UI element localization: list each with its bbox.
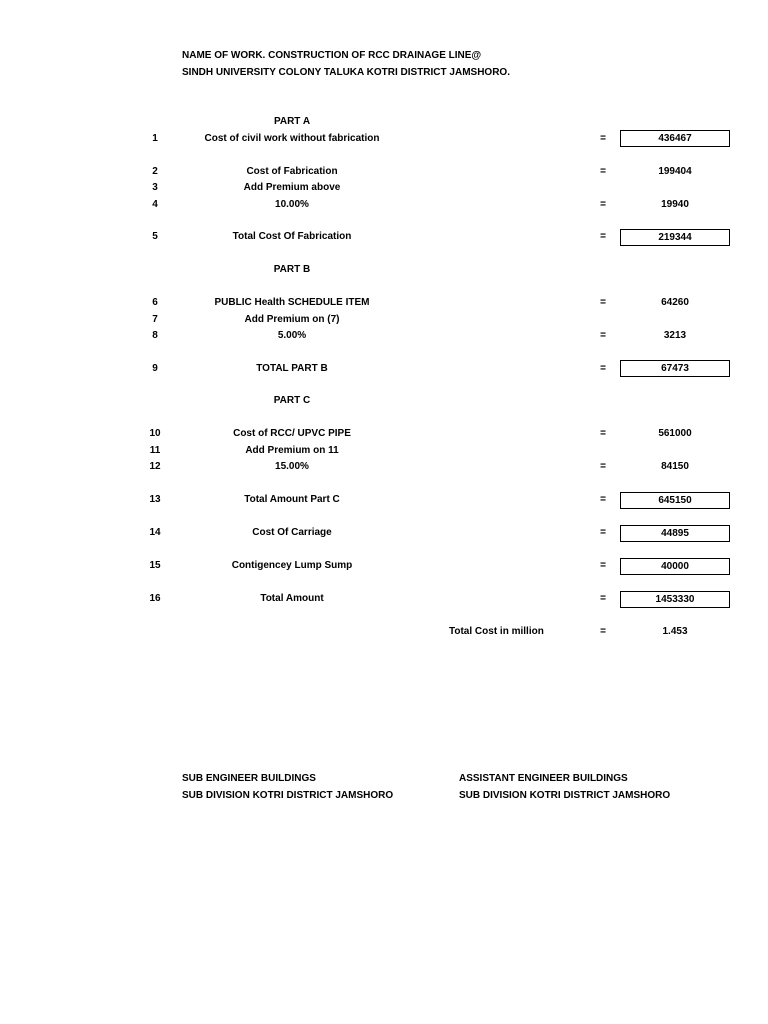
equals-sign: = bbox=[600, 133, 606, 144]
row-value: 64260 bbox=[661, 297, 689, 308]
row-number: 9 bbox=[152, 363, 158, 374]
equals-sign: = bbox=[600, 166, 606, 177]
row-description: 10.00% bbox=[275, 199, 309, 210]
row-number: 10 bbox=[149, 428, 161, 439]
equals-sign: = bbox=[600, 494, 606, 505]
row-value: 561000 bbox=[658, 428, 692, 439]
row-description: 15.00% bbox=[275, 461, 309, 472]
equals-sign: = bbox=[600, 626, 606, 637]
row-number: 13 bbox=[149, 494, 161, 505]
row-number: 6 bbox=[152, 297, 158, 308]
signature-right-office: SUB DIVISION KOTRI DISTRICT JAMSHORO bbox=[459, 790, 671, 801]
row-description: Cost Of Carriage bbox=[252, 527, 332, 538]
row-value: 84150 bbox=[661, 461, 689, 472]
work-title-line-2: SINDH UNIVERSITY COLONY TALUKA KOTRI DISTRICT JAMSHORO. bbox=[182, 67, 510, 78]
row-number: 5 bbox=[152, 231, 158, 242]
row-number: 4 bbox=[152, 199, 158, 210]
equals-sign: = bbox=[600, 363, 606, 374]
equals-sign: = bbox=[600, 527, 606, 538]
row-number: 8 bbox=[152, 330, 158, 341]
row-value: 1453330 bbox=[620, 591, 730, 608]
row-number: 1 bbox=[152, 133, 158, 144]
row-value: 44895 bbox=[620, 525, 730, 542]
row-number: 15 bbox=[149, 560, 161, 571]
signature-left-office: SUB DIVISION KOTRI DISTRICT JAMSHORO bbox=[182, 790, 394, 801]
total-million-label: Total Cost in million bbox=[449, 626, 544, 637]
row-description: Cost of civil work without fabrication bbox=[204, 133, 380, 144]
equals-sign: = bbox=[600, 297, 606, 308]
row-description: PUBLIC Health SCHEDULE ITEM bbox=[214, 297, 370, 308]
row-description: Add Premium on (7) bbox=[244, 314, 340, 325]
signature-left-title: SUB ENGINEER BUILDINGS bbox=[182, 773, 316, 784]
row-value: 219344 bbox=[620, 229, 730, 246]
row-description: TOTAL PART B bbox=[256, 363, 328, 374]
row-value: 645150 bbox=[620, 492, 730, 509]
row-value: 19940 bbox=[661, 199, 689, 210]
part-b-heading: PART B bbox=[273, 264, 311, 275]
equals-sign: = bbox=[600, 560, 606, 571]
equals-sign: = bbox=[600, 199, 606, 210]
part-a-heading: PART A bbox=[273, 116, 311, 127]
row-description: 5.00% bbox=[277, 330, 307, 341]
row-description: Contigencey Lump Sump bbox=[231, 560, 353, 571]
row-description: Add Premium above bbox=[243, 182, 341, 193]
equals-sign: = bbox=[600, 461, 606, 472]
row-value: 40000 bbox=[620, 558, 730, 575]
row-description: Total Amount Part C bbox=[244, 494, 340, 505]
row-description: Cost of RCC/ UPVC PIPE bbox=[233, 428, 351, 439]
work-title-line-1: NAME OF WORK. CONSTRUCTION OF RCC DRAINAGE LINE@ bbox=[182, 50, 482, 61]
total-million-value: 1.453 bbox=[662, 626, 688, 637]
equals-sign: = bbox=[600, 593, 606, 604]
row-number: 12 bbox=[149, 461, 161, 472]
row-number: 2 bbox=[152, 166, 158, 177]
equals-sign: = bbox=[600, 428, 606, 439]
row-number: 7 bbox=[152, 314, 158, 325]
row-number: 16 bbox=[149, 593, 161, 604]
row-description: Total Amount bbox=[260, 593, 324, 604]
row-number: 11 bbox=[149, 445, 161, 456]
row-number: 3 bbox=[152, 182, 158, 193]
row-description: Total Cost Of Fabrication bbox=[232, 231, 352, 242]
row-number: 14 bbox=[149, 527, 161, 538]
row-value: 3213 bbox=[663, 330, 687, 341]
signature-right-title: ASSISTANT ENGINEER BUILDINGS bbox=[459, 773, 628, 784]
row-value: 199404 bbox=[658, 166, 692, 177]
row-value: 436467 bbox=[620, 130, 730, 147]
equals-sign: = bbox=[600, 330, 606, 341]
row-description: Cost of Fabrication bbox=[246, 166, 338, 177]
row-value: 67473 bbox=[620, 360, 730, 377]
part-c-heading: PART C bbox=[273, 395, 311, 406]
row-description: Add Premium on 11 bbox=[245, 445, 339, 456]
equals-sign: = bbox=[600, 231, 606, 242]
